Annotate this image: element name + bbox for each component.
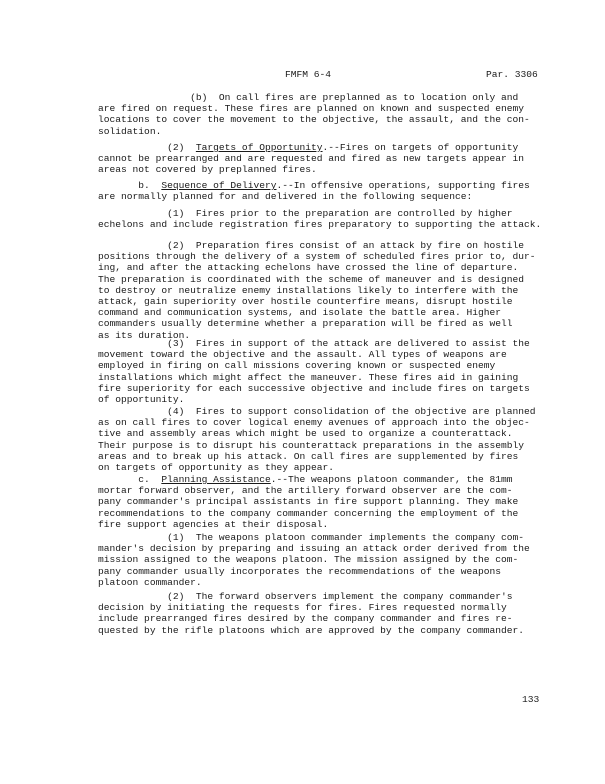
text-line: cannot be prearranged and are requested and fired as new targets appear in <box>98 153 525 165</box>
heading-tail: .--Fires on targets of opportunity <box>322 142 519 153</box>
paragraph-sequence-of-delivery <box>98 180 546 202</box>
header-paragraph-ref: Par. 3306 <box>486 69 538 80</box>
heading-tail: .--In offensive operations, supporting fires <box>276 180 530 191</box>
text-line: on targets of opportunity as they appear. <box>98 462 335 474</box>
subheading: Targets of Opportunity <box>195 142 323 153</box>
item-number: b. <box>98 180 162 191</box>
page-number: 133 <box>522 694 540 705</box>
text-line: (2) The forward observers implement the company commander's <box>98 591 513 602</box>
paragraph-planning-assistance <box>98 474 546 530</box>
paragraph-forward-observers <box>98 591 546 636</box>
text-line: fire support agencies at their disposal. <box>98 518 329 530</box>
item-number: c. <box>98 474 162 485</box>
text-line <box>98 142 546 153</box>
text-line: installations which might affect the maneuver. These fires aid in gaining <box>98 371 519 383</box>
text-line: areas not covered by preplanned fires. <box>98 164 317 176</box>
text-line: of opportunity. <box>98 394 185 406</box>
paragraph-targets-of-opportunity <box>98 142 546 176</box>
text-line: mortar forward observer, and the artillery forward observer are the com- <box>98 485 513 497</box>
text-line: decision by initiating the requests for fires. Fires requested normally <box>98 602 507 614</box>
subheading: Sequence of Delivery <box>161 180 277 191</box>
text-line: (3) Fires in support of the attack are delivered to assist the <box>98 338 530 349</box>
text-line: employed in firing on call missions covering known or suspected enemy <box>98 360 496 372</box>
text-line <box>98 180 546 191</box>
text-line: (1) Fires prior to the preparation are controlled by higher <box>98 208 513 219</box>
text-line: The preparation is coordinated with the scheme of maneuver and is designed <box>98 273 525 285</box>
text-line: pany commander usually incorporates the recommendations of the weapons <box>98 565 502 577</box>
text-line: ing, and after the attacking echelons have crossed the line of departure. <box>98 262 519 274</box>
text-line: (b) On call fires are preplanned as to location only and <box>98 92 519 103</box>
paragraph-preparation-fires <box>98 240 546 341</box>
text-line: platoon commander. <box>98 576 202 588</box>
text-line: (1) The weapons platoon commander implements the company com- <box>98 532 525 543</box>
text-line: mission assigned to the weapons platoon. The mission assigned by the com- <box>98 554 519 566</box>
text-line: to destroy or neutralize enemy installations likely to interfere with the <box>98 284 519 296</box>
text-line: areas and to break up his attack. On call fires are supplemented by fires <box>98 450 519 462</box>
text-line: echelons and include registration fires preparatory to supporting the attack. <box>98 219 542 231</box>
heading-tail: .--The weapons platoon commander, the 81mm <box>270 474 513 485</box>
text-line: commanders usually determine whether a preparation will be fired as well <box>98 318 513 330</box>
text-line: movement toward the objective and the assault. All types of weapons are <box>98 349 507 361</box>
text-line: mander's decision by preparing and issuing an attack order derived from the <box>98 543 530 555</box>
text-line: Their purpose is to disrupt his counterattack preparations in the assembly <box>98 439 525 451</box>
text-line: pany commander's principal assistants in fire support planning. They make <box>98 496 519 508</box>
text-line: (4) Fires to support consolidation of the objective are planned <box>98 406 536 417</box>
paragraph-weapons-platoon-commander <box>98 532 546 588</box>
paragraph-fires-prior-to-preparation <box>98 208 546 230</box>
text-line <box>98 474 546 485</box>
text-line: as on call fires to cover logical enemy avenues of approach into the objec- <box>98 417 530 429</box>
item-number: (2) <box>98 142 196 153</box>
text-line: command and communication systems, and isolate the battle area. Higher <box>98 307 502 319</box>
header-publication-id: FMFM 6-4 <box>285 69 332 80</box>
text-line: solidation. <box>98 125 162 137</box>
text-line: (2) Preparation fires consist of an attack by fire on hostile <box>98 240 525 251</box>
text-line: locations to cover the movement to the objective, the assault, and the con- <box>98 114 530 126</box>
paragraph-fires-in-support-of-attack <box>98 338 546 405</box>
text-line: tive and assembly areas which might be used to organize a counterattack. <box>98 428 513 440</box>
text-line: quested by the rifle platoons which are approved by the company commander. <box>98 624 525 636</box>
text-line: include prearranged fires desired by the company commander and fires re- <box>98 613 513 625</box>
text-line: fire superiority for each successive objective and include fires on targets <box>98 382 530 394</box>
text-line: recommendations to the company commander concerning the employment of the <box>98 507 519 519</box>
text-line: are fired on request. These fires are planned on known and suspected enemy <box>98 103 525 115</box>
text-line: attack, gain superiority over hostile counterfire means, disrupt hostile <box>98 296 513 308</box>
text-line: positions through the delivery of a system of scheduled fires prior to, dur- <box>98 251 536 263</box>
text-line: are normally planned for and delivered in the following sequence: <box>98 191 473 203</box>
subheading: Planning Assistance <box>161 474 271 485</box>
paragraph-on-call-fires <box>98 92 546 137</box>
paragraph-consolidation-fires <box>98 406 546 473</box>
text-line: as its duration. <box>98 329 191 341</box>
